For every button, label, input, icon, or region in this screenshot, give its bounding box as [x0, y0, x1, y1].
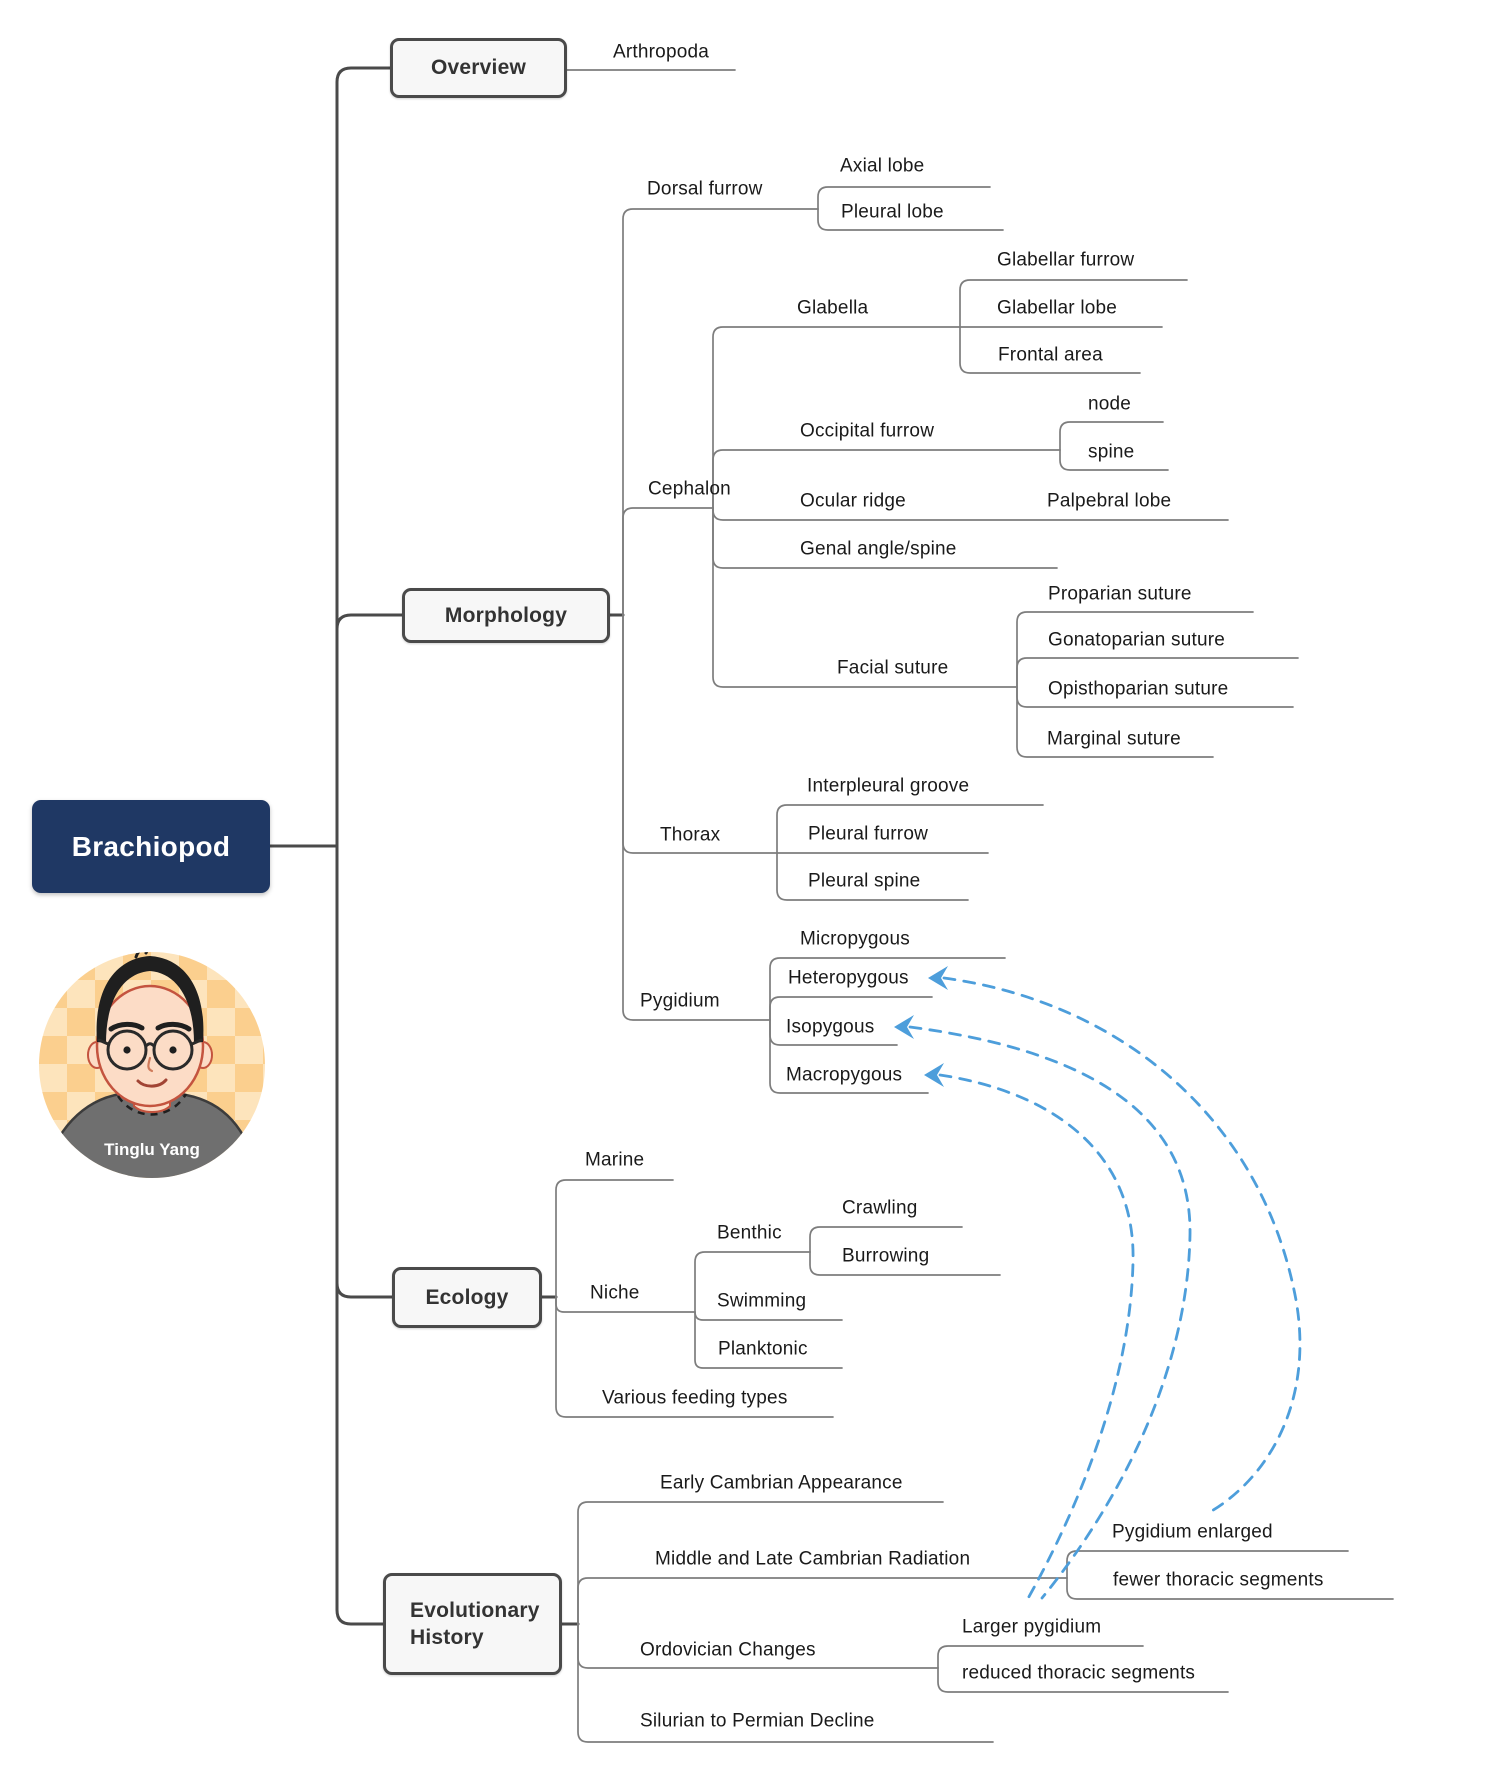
topic-spine[interactable]: spine — [1088, 441, 1135, 463]
relationship-arrow-macropygous — [940, 1075, 1133, 1602]
topic-early-cambrian-appearance[interactable]: Early Cambrian Appearance — [660, 1472, 903, 1494]
topic-middle-late-cambrian-radiation[interactable]: Middle and Late Cambrian Radiation — [655, 1548, 971, 1570]
topic-macropygous[interactable]: Macropygous — [786, 1064, 903, 1086]
topic-reduced-thoracic-segments[interactable]: reduced thoracic segments — [962, 1662, 1196, 1684]
topic-axial-lobe[interactable]: Axial lobe — [840, 155, 925, 177]
topic-proparian-suture[interactable]: Proparian suture — [1048, 583, 1192, 605]
topic-glabellar-furrow[interactable]: Glabellar furrow — [997, 249, 1135, 271]
topic-thorax[interactable]: Thorax — [660, 824, 721, 846]
topic-facial-suture[interactable]: Facial suture — [837, 657, 949, 679]
relationship-arrow-isopygous — [910, 1027, 1190, 1598]
topic-niche[interactable]: Niche — [590, 1282, 640, 1304]
relationship-arrow-heteropygous — [944, 978, 1300, 1512]
topic-palpebral-lobe[interactable]: Palpebral lobe — [1047, 490, 1172, 512]
topic-crawling[interactable]: Crawling — [842, 1197, 918, 1219]
topic-glabellar-lobe[interactable]: Glabellar lobe — [997, 297, 1118, 319]
topic-heteropygous[interactable]: Heteropygous — [788, 967, 909, 989]
topic-glabella[interactable]: Glabella — [797, 297, 869, 319]
topic-interpleural-groove[interactable]: Interpleural groove — [807, 775, 970, 797]
topic-occipital-furrow[interactable]: Occipital furrow — [800, 420, 935, 442]
avatar-face — [97, 986, 203, 1106]
topic-ordovician-changes[interactable]: Ordovician Changes — [640, 1639, 816, 1661]
topic-dorsal-furrow[interactable]: Dorsal furrow — [647, 178, 763, 200]
topic-pygidium[interactable]: Pygidium — [640, 990, 720, 1012]
main-branch-connectors — [270, 68, 623, 1624]
morphology-connector — [337, 615, 402, 846]
topic-cephalon[interactable]: Cephalon — [648, 478, 731, 500]
topic-frontal-area[interactable]: Frontal area — [998, 344, 1103, 366]
topic-node[interactable]: node — [1088, 393, 1132, 415]
topic-pleural-lobe[interactable]: Pleural lobe — [841, 201, 944, 223]
topic-pygidium-enlarged[interactable]: Pygidium enlarged — [1112, 1521, 1273, 1543]
topic-marginal-suture[interactable]: Marginal suture — [1047, 728, 1181, 750]
topic-benthic[interactable]: Benthic — [717, 1222, 782, 1244]
branch-topic-evolutionary-history[interactable]: Evolutionary History — [383, 1573, 562, 1675]
topic-fewer-thoracic-segments[interactable]: fewer thoracic segments — [1113, 1569, 1324, 1591]
author-avatar — [39, 945, 265, 1182]
topic-pleural-furrow[interactable]: Pleural furrow — [808, 823, 929, 845]
evolutionary-history-connector — [337, 846, 383, 1624]
topic-opisthoparian-suture[interactable]: Opisthoparian suture — [1048, 678, 1229, 700]
branch-topic-ecology[interactable]: Ecology — [392, 1267, 542, 1328]
topic-isopygous[interactable]: Isopygous — [786, 1016, 875, 1038]
topic-burrowing[interactable]: Burrowing — [842, 1245, 930, 1267]
overview-connector — [337, 68, 390, 846]
topic-genal-angle-spine[interactable]: Genal angle/spine — [800, 538, 957, 560]
topic-swimming[interactable]: Swimming — [717, 1290, 807, 1312]
topic-micropygous[interactable]: Micropygous — [800, 928, 910, 950]
ecology-connector — [337, 846, 392, 1297]
topic-ocular-ridge[interactable]: Ocular ridge — [800, 490, 906, 512]
topic-planktonic[interactable]: Planktonic — [718, 1338, 808, 1360]
topic-larger-pygidium[interactable]: Larger pygidium — [962, 1616, 1102, 1638]
topic-silurian-to-permian-decline[interactable]: Silurian to Permian Decline — [640, 1710, 875, 1732]
topic-pleural-spine[interactable]: Pleural spine — [808, 870, 921, 892]
root-topic-brachiopod[interactable]: Brachiopod — [32, 800, 270, 893]
author-name: Tinglu Yang — [104, 1140, 200, 1159]
branch-topic-morphology[interactable]: Morphology — [402, 588, 610, 643]
relationship-arrows — [910, 978, 1300, 1602]
branch-topic-overview[interactable]: Overview — [390, 38, 567, 98]
topic-gonatoparian-suture[interactable]: Gonatoparian suture — [1048, 629, 1226, 651]
topic-arthropoda[interactable]: Arthropoda — [613, 41, 710, 63]
topic-marine[interactable]: Marine — [585, 1149, 645, 1171]
topic-various-feeding-types[interactable]: Various feeding types — [602, 1387, 788, 1409]
